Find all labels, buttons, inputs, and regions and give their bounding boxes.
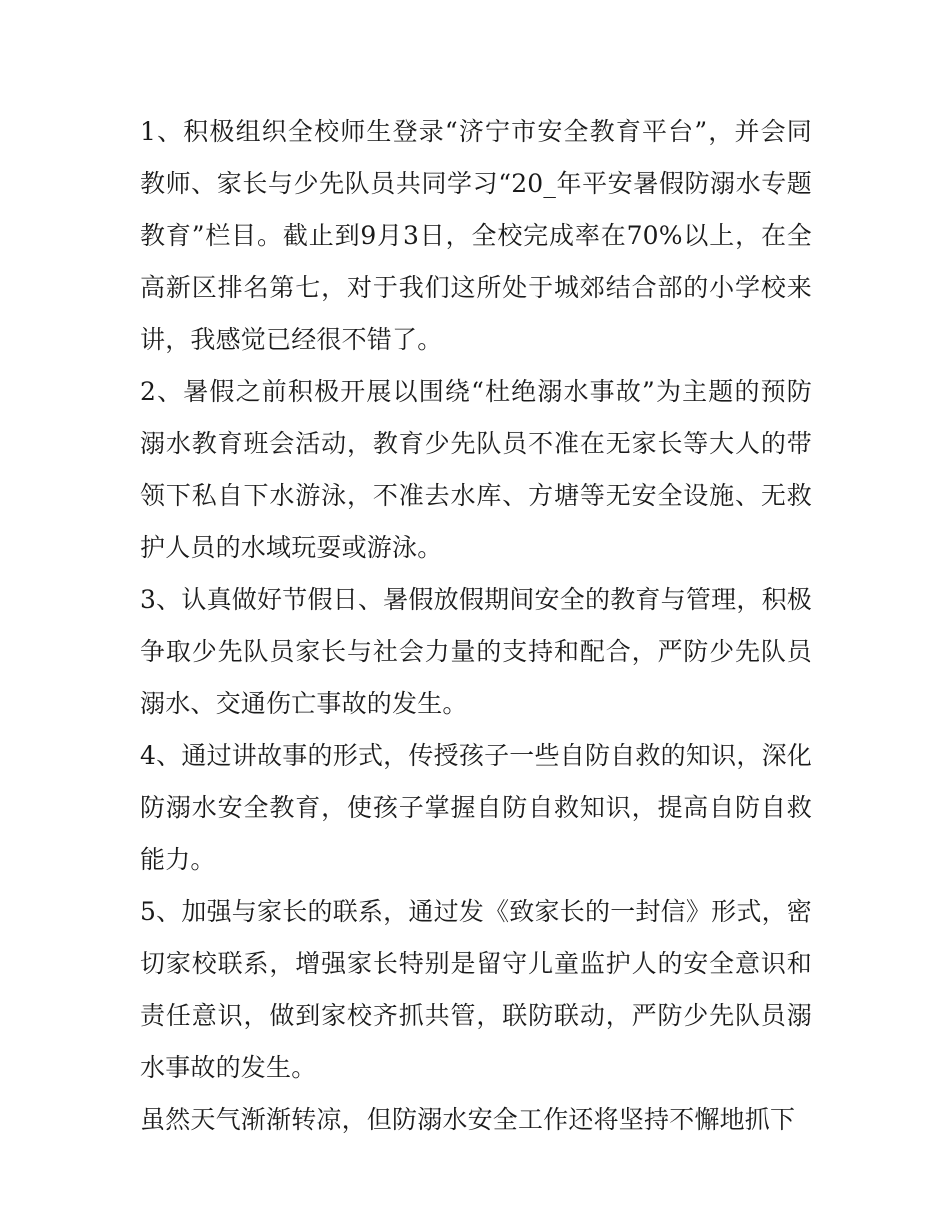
- document-body: [140, 106, 812, 1146]
- paragraph-6: 虽然天气渐渐转凉，但防溺水安全工作还将坚持不懈地抓下: [140, 1105, 796, 1134]
- paragraph-2: 2、暑假之前积极开展以围绕“杜绝溺水事故”为主题的预防溺水教育班会活动，教育少先队员不准在无家长等大人的带领下私自下水游泳，不准去水库、方塘等无安全设施、无救护人员的水域玩耍或游泳。: [140, 377, 812, 562]
- paragraph-4: 4、通过讲故事的形式，传授孩子一些自防自救的知识，深化防溺水安全教育，使孩子掌握自防自救知识，提高自防自救能力。: [140, 741, 812, 874]
- paragraph-1: 1、积极组织全校师生登录“济宁市安全教育平台”，并会同教师、家长与少先队员共同学习“20_年平安暑假防溺水专题教育”栏目。截止到9月3日，全校完成率在70%以上，在全高新区排名第七，对于我们这所处于城郊结合部的小学校来讲，我感觉已经很不错了。: [140, 117, 812, 354]
- paragraph-5: 5、加强与家长的联系，通过发《致家长的一封信》形式，密切家校联系，增强家长特别是留守儿童监护人的安全意识和责任意识，做到家校齐抓共管，联防联动，严防少先队员溺水事故的发生。: [140, 897, 812, 1082]
- paragraph-3: 3、认真做好节假日、暑假放假期间安全的教育与管理，积极争取少先队员家长与社会力量的支持和配合，严防少先队员溺水、交通伤亡事故的发生。: [140, 585, 812, 718]
